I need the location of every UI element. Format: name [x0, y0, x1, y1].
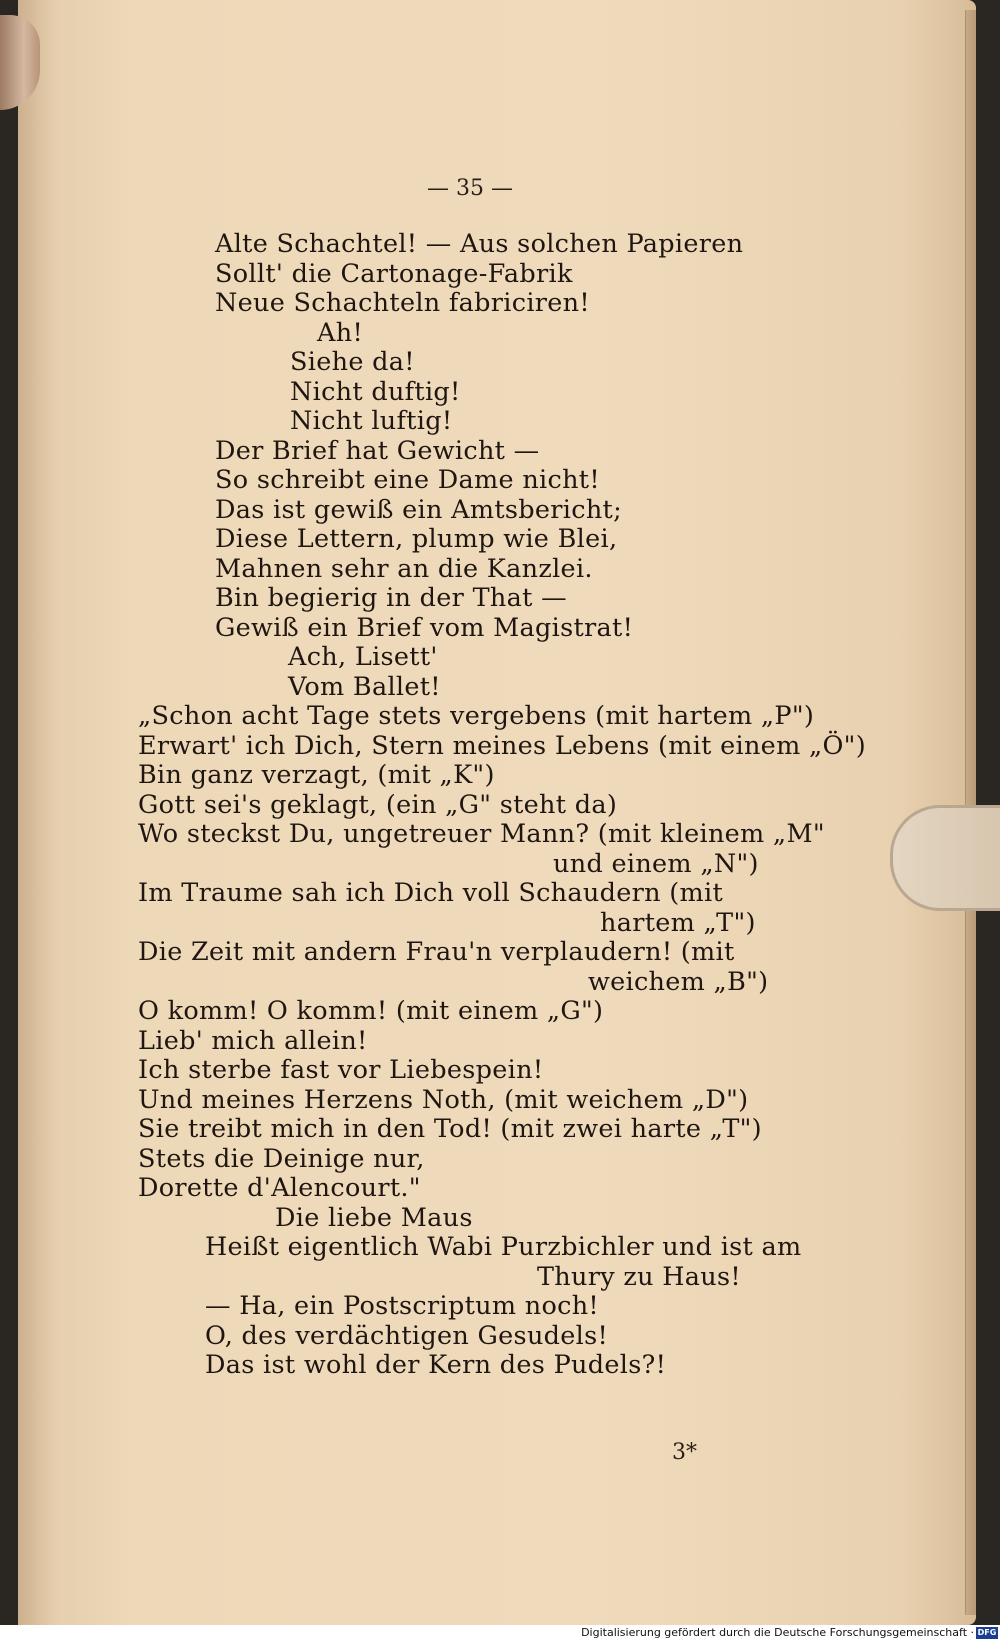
- poem-line: Neue Schachteln fabriciren!: [215, 288, 590, 318]
- poem-line: Dorette d'Alencourt.": [138, 1173, 421, 1203]
- poem-line: O komm! O komm! (mit einem „G"): [138, 996, 604, 1026]
- poem-line: Lieb' mich allein!: [138, 1026, 368, 1056]
- poem-line: Nicht duftig!: [290, 377, 461, 407]
- poem-line: Bin ganz verzagt, (mit „K"): [138, 760, 495, 790]
- poem-line: Bin begierig in der That —: [215, 583, 567, 613]
- poem-line: Gott sei's geklagt, (ein „G" steht da): [138, 790, 618, 820]
- poem-line: Gewiß ein Brief vom Magistrat!: [215, 613, 634, 643]
- poem-line: Stets die Deinige nur,: [138, 1144, 425, 1174]
- poem-line: Ach, Lisett': [288, 642, 438, 672]
- poem-line: Ich sterbe fast vor Liebespein!: [138, 1055, 544, 1085]
- poem-line: Das ist gewiß ein Amtsbericht;: [215, 495, 622, 525]
- poem-line: Ah!: [317, 318, 363, 348]
- poem-line: Nicht luftig!: [290, 406, 453, 436]
- poem-line: Die Zeit mit andern Frau'n verplaudern! (mit: [138, 937, 735, 967]
- poem-line: Sie treibt mich in den Tod! (mit zwei harte „T"): [138, 1114, 762, 1144]
- poem-line: Der Brief hat Gewicht —: [215, 436, 540, 466]
- footer-credit: Digitalisierung gefördert durch die Deutsche Forschungsgemeinschaft ·: [581, 1626, 974, 1639]
- poem-line: Wo steckst Du, ungetreuer Mann? (mit kleinem „M": [138, 819, 825, 849]
- poem-line: Und meines Herzens Noth, (mit weichem „D"): [138, 1085, 749, 1115]
- poem-line: Siehe da!: [290, 347, 415, 377]
- poem-line: „Schon acht Tage stets vergebens (mit hartem „P"): [138, 701, 815, 731]
- poem-line: Thury zu Haus!: [537, 1262, 741, 1292]
- signature-mark: 3*: [672, 1440, 697, 1465]
- poem-line: Vom Ballet!: [288, 672, 441, 702]
- poem-line: Die liebe Maus: [275, 1203, 473, 1233]
- page-number: — 35 —: [427, 176, 513, 201]
- poem-line: Diese Lettern, plump wie Blei,: [215, 524, 618, 554]
- poem-line: Mahnen sehr an die Kanzlei.: [215, 554, 593, 584]
- poem-line: Alte Schachtel! — Aus solchen Papieren: [215, 229, 744, 259]
- dfg-logo: DFG: [977, 1628, 997, 1637]
- poem-line: So schreibt eine Dame nicht!: [215, 465, 600, 495]
- footer-bar: [0, 1625, 1000, 1641]
- poem-line: hartem „T"): [600, 908, 756, 938]
- poem-line: und einem „N"): [553, 849, 759, 879]
- poem-line: Im Traume sah ich Dich voll Schaudern (mit: [138, 878, 723, 908]
- poem-line: — Ha, ein Postscriptum noch!: [205, 1291, 599, 1321]
- poem-line: weichem „B"): [588, 967, 769, 997]
- poem-line: Das ist wohl der Kern des Pudels?!: [205, 1350, 667, 1380]
- poem-line: Heißt eigentlich Wabi Purzbichler und ist am: [205, 1232, 802, 1262]
- poem-line: O, des verdächtigen Gesudels!: [205, 1321, 609, 1351]
- poem-line: Erwart' ich Dich, Stern meines Lebens (mit einem „Ö"): [138, 731, 866, 761]
- poem-line: Sollt' die Cartonage-Fabrik: [215, 259, 573, 289]
